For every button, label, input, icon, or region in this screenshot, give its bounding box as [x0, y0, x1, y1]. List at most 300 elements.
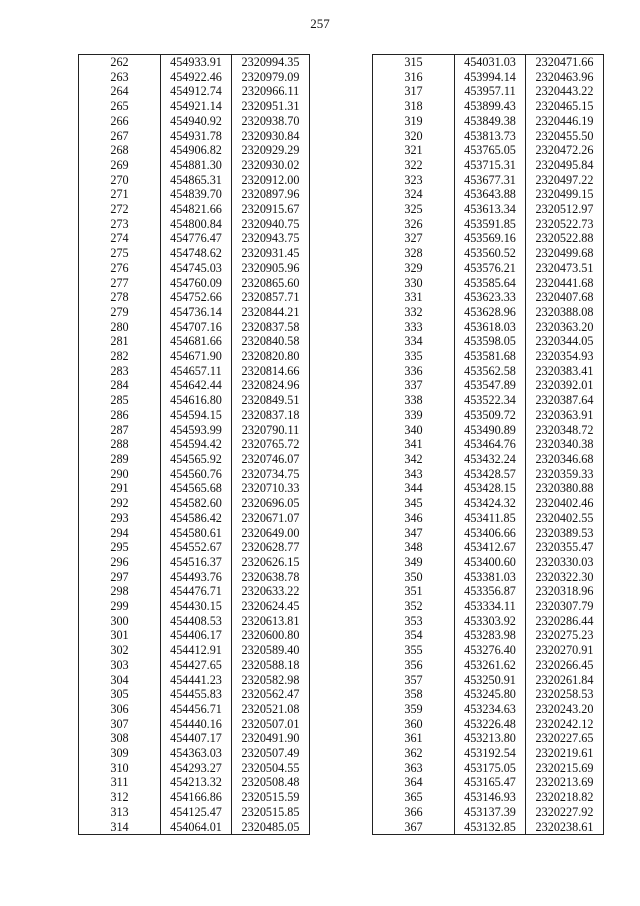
x-coordinate: 453715.31 — [455, 158, 526, 173]
table-row — [373, 217, 604, 232]
y-coordinate: 2320521.08 — [232, 702, 310, 717]
x-coordinate: 453628.96 — [455, 305, 526, 320]
table-row — [373, 349, 604, 364]
table-row — [79, 393, 310, 408]
table-row — [79, 364, 310, 379]
point-number: 329 — [373, 261, 455, 276]
y-coordinate: 2320473.51 — [526, 261, 604, 276]
point-number: 267 — [79, 129, 161, 144]
x-coordinate: 453957.11 — [455, 84, 526, 99]
table-row — [79, 820, 310, 835]
y-coordinate: 2320507.49 — [232, 746, 310, 761]
x-coordinate: 453849.38 — [455, 114, 526, 129]
table-row — [373, 496, 604, 511]
table-row — [79, 143, 310, 158]
x-coordinate: 454582.60 — [161, 496, 232, 511]
table-row — [79, 246, 310, 261]
x-coordinate: 454580.61 — [161, 526, 232, 541]
x-coordinate: 453813.73 — [455, 129, 526, 144]
y-coordinate: 2320600.80 — [232, 628, 310, 643]
x-coordinate: 453464.76 — [455, 437, 526, 452]
y-coordinate: 2320905.96 — [232, 261, 310, 276]
y-coordinate: 2320383.41 — [526, 364, 604, 379]
point-number: 359 — [373, 702, 455, 717]
x-coordinate: 453432.24 — [455, 452, 526, 467]
y-coordinate: 2320814.66 — [232, 364, 310, 379]
y-coordinate: 2320562.47 — [232, 687, 310, 702]
point-number: 342 — [373, 452, 455, 467]
point-number: 303 — [79, 658, 161, 673]
point-number: 308 — [79, 731, 161, 746]
table-row — [373, 99, 604, 114]
point-number: 305 — [79, 687, 161, 702]
point-number: 319 — [373, 114, 455, 129]
y-coordinate: 2320837.18 — [232, 408, 310, 423]
point-number: 346 — [373, 511, 455, 526]
x-coordinate: 453192.54 — [455, 746, 526, 761]
table-row — [79, 290, 310, 305]
x-coordinate: 453165.47 — [455, 775, 526, 790]
point-number: 280 — [79, 320, 161, 335]
point-number: 276 — [79, 261, 161, 276]
table-row — [79, 84, 310, 99]
x-coordinate: 453428.15 — [455, 481, 526, 496]
point-number: 335 — [373, 349, 455, 364]
y-coordinate: 2320465.15 — [526, 99, 604, 114]
point-number: 281 — [79, 334, 161, 349]
x-coordinate: 454441.23 — [161, 673, 232, 688]
point-number: 365 — [373, 790, 455, 805]
x-coordinate: 454776.47 — [161, 231, 232, 246]
y-coordinate: 2320746.07 — [232, 452, 310, 467]
point-number: 285 — [79, 393, 161, 408]
table-row — [79, 481, 310, 496]
point-number: 367 — [373, 820, 455, 835]
x-coordinate: 453175.05 — [455, 761, 526, 776]
y-coordinate: 2320471.66 — [526, 55, 604, 70]
y-coordinate: 2320275.23 — [526, 628, 604, 643]
point-number: 275 — [79, 246, 161, 261]
table-row — [79, 276, 310, 291]
y-coordinate: 2320495.84 — [526, 158, 604, 173]
point-number: 282 — [79, 349, 161, 364]
y-coordinate: 2320359.33 — [526, 467, 604, 482]
table-row — [373, 673, 604, 688]
x-coordinate: 454565.92 — [161, 452, 232, 467]
y-coordinate: 2320441.68 — [526, 276, 604, 291]
table-row — [79, 584, 310, 599]
point-number: 269 — [79, 158, 161, 173]
x-coordinate: 453613.34 — [455, 202, 526, 217]
point-number: 272 — [79, 202, 161, 217]
point-number: 270 — [79, 173, 161, 188]
x-coordinate: 454671.90 — [161, 349, 232, 364]
table-row — [79, 217, 310, 232]
x-coordinate: 454552.67 — [161, 540, 232, 555]
point-number: 294 — [79, 526, 161, 541]
y-coordinate: 2320340.38 — [526, 437, 604, 452]
table-row — [79, 687, 310, 702]
x-coordinate: 454456.71 — [161, 702, 232, 717]
point-number: 298 — [79, 584, 161, 599]
point-number: 309 — [79, 746, 161, 761]
point-number: 287 — [79, 423, 161, 438]
x-coordinate: 454516.37 — [161, 555, 232, 570]
table-row — [79, 70, 310, 85]
point-number: 344 — [373, 481, 455, 496]
table-row — [79, 628, 310, 643]
y-coordinate: 2320912.00 — [232, 173, 310, 188]
table-row — [373, 820, 604, 835]
table-row — [79, 775, 310, 790]
x-coordinate: 454593.99 — [161, 423, 232, 438]
x-coordinate: 453598.05 — [455, 334, 526, 349]
point-number: 277 — [79, 276, 161, 291]
table-row — [373, 187, 604, 202]
y-coordinate: 2320649.00 — [232, 526, 310, 541]
point-number: 262 — [79, 55, 161, 70]
x-coordinate: 453623.33 — [455, 290, 526, 305]
x-coordinate: 454363.03 — [161, 746, 232, 761]
y-coordinate: 2320348.72 — [526, 423, 604, 438]
table-row — [79, 570, 310, 585]
y-coordinate: 2320407.68 — [526, 290, 604, 305]
point-number: 330 — [373, 276, 455, 291]
x-coordinate: 453261.62 — [455, 658, 526, 673]
y-coordinate: 2320318.96 — [526, 584, 604, 599]
x-coordinate: 453643.88 — [455, 187, 526, 202]
y-coordinate: 2320929.29 — [232, 143, 310, 158]
point-number: 351 — [373, 584, 455, 599]
y-coordinate: 2320979.09 — [232, 70, 310, 85]
y-coordinate: 2320837.58 — [232, 320, 310, 335]
point-number: 283 — [79, 364, 161, 379]
y-coordinate: 2320508.48 — [232, 775, 310, 790]
y-coordinate: 2320994.35 — [232, 55, 310, 70]
table-row — [373, 467, 604, 482]
x-coordinate: 454594.15 — [161, 408, 232, 423]
x-coordinate: 454166.86 — [161, 790, 232, 805]
y-coordinate: 2320938.70 — [232, 114, 310, 129]
x-coordinate: 453356.87 — [455, 584, 526, 599]
x-coordinate: 454125.47 — [161, 805, 232, 820]
point-number: 301 — [79, 628, 161, 643]
y-coordinate: 2320507.01 — [232, 717, 310, 732]
y-coordinate: 2320497.22 — [526, 173, 604, 188]
x-coordinate: 454031.03 — [455, 55, 526, 70]
y-coordinate: 2320270.91 — [526, 643, 604, 658]
table-row — [373, 731, 604, 746]
point-number: 363 — [373, 761, 455, 776]
table-row — [373, 805, 604, 820]
table-row — [373, 378, 604, 393]
table-row — [373, 276, 604, 291]
x-coordinate: 454865.31 — [161, 173, 232, 188]
y-coordinate: 2320242.12 — [526, 717, 604, 732]
x-coordinate: 453132.85 — [455, 820, 526, 835]
x-coordinate: 454681.66 — [161, 334, 232, 349]
y-coordinate: 2320238.61 — [526, 820, 604, 835]
point-number: 331 — [373, 290, 455, 305]
point-number: 327 — [373, 231, 455, 246]
x-coordinate: 453560.52 — [455, 246, 526, 261]
y-coordinate: 2320388.08 — [526, 305, 604, 320]
point-number: 317 — [373, 84, 455, 99]
point-number: 341 — [373, 437, 455, 452]
point-number: 279 — [79, 305, 161, 320]
point-number: 323 — [373, 173, 455, 188]
x-coordinate: 453490.89 — [455, 423, 526, 438]
x-coordinate: 453411.85 — [455, 511, 526, 526]
y-coordinate: 2320243.20 — [526, 702, 604, 717]
y-coordinate: 2320219.61 — [526, 746, 604, 761]
x-coordinate: 453522.34 — [455, 393, 526, 408]
y-coordinate: 2320824.96 — [232, 378, 310, 393]
point-number: 312 — [79, 790, 161, 805]
table-row — [79, 599, 310, 614]
x-coordinate: 454921.14 — [161, 99, 232, 114]
x-coordinate: 453146.93 — [455, 790, 526, 805]
y-coordinate: 2320504.55 — [232, 761, 310, 776]
y-coordinate: 2320218.82 — [526, 790, 604, 805]
x-coordinate: 454736.14 — [161, 305, 232, 320]
table-row — [79, 55, 310, 70]
x-coordinate: 454657.11 — [161, 364, 232, 379]
point-number: 349 — [373, 555, 455, 570]
y-coordinate: 2320943.75 — [232, 231, 310, 246]
point-number: 296 — [79, 555, 161, 570]
table-row — [373, 452, 604, 467]
y-coordinate: 2320820.80 — [232, 349, 310, 364]
x-coordinate: 453994.14 — [455, 70, 526, 85]
point-number: 291 — [79, 481, 161, 496]
x-coordinate: 454293.27 — [161, 761, 232, 776]
x-coordinate: 454931.78 — [161, 129, 232, 144]
y-coordinate: 2320790.11 — [232, 423, 310, 438]
y-coordinate: 2320402.55 — [526, 511, 604, 526]
point-number: 266 — [79, 114, 161, 129]
point-number: 345 — [373, 496, 455, 511]
y-coordinate: 2320266.45 — [526, 658, 604, 673]
table-row — [373, 570, 604, 585]
table-row — [79, 658, 310, 673]
x-coordinate: 454427.65 — [161, 658, 232, 673]
table-row — [373, 584, 604, 599]
table-row — [373, 393, 604, 408]
point-number: 320 — [373, 129, 455, 144]
point-number: 361 — [373, 731, 455, 746]
x-coordinate: 453250.91 — [455, 673, 526, 688]
table-row — [79, 643, 310, 658]
x-coordinate: 453591.85 — [455, 217, 526, 232]
y-coordinate: 2320443.22 — [526, 84, 604, 99]
table-row — [373, 746, 604, 761]
table-row — [79, 555, 310, 570]
x-coordinate: 454565.68 — [161, 481, 232, 496]
y-coordinate: 2320463.96 — [526, 70, 604, 85]
x-coordinate: 453509.72 — [455, 408, 526, 423]
point-number: 290 — [79, 467, 161, 482]
y-coordinate: 2320696.05 — [232, 496, 310, 511]
x-coordinate: 453245.80 — [455, 687, 526, 702]
x-coordinate: 453618.03 — [455, 320, 526, 335]
x-coordinate: 454642.44 — [161, 378, 232, 393]
x-coordinate: 454586.42 — [161, 511, 232, 526]
x-coordinate: 454933.91 — [161, 55, 232, 70]
y-coordinate: 2320865.60 — [232, 276, 310, 291]
y-coordinate: 2320710.33 — [232, 481, 310, 496]
x-coordinate: 453581.68 — [455, 349, 526, 364]
point-number: 304 — [79, 673, 161, 688]
table-row — [79, 673, 310, 688]
x-coordinate: 454408.53 — [161, 614, 232, 629]
table-row — [79, 187, 310, 202]
y-coordinate: 2320392.01 — [526, 378, 604, 393]
y-coordinate: 2320344.05 — [526, 334, 604, 349]
table-row — [79, 99, 310, 114]
table-row — [373, 334, 604, 349]
x-coordinate: 454906.82 — [161, 143, 232, 158]
y-coordinate: 2320931.45 — [232, 246, 310, 261]
x-coordinate: 453765.05 — [455, 143, 526, 158]
y-coordinate: 2320588.18 — [232, 658, 310, 673]
table-row — [373, 129, 604, 144]
point-number: 354 — [373, 628, 455, 643]
x-coordinate: 454707.16 — [161, 320, 232, 335]
table-row — [79, 452, 310, 467]
point-number: 284 — [79, 378, 161, 393]
table-row — [373, 687, 604, 702]
point-number: 273 — [79, 217, 161, 232]
point-number: 264 — [79, 84, 161, 99]
table-row — [79, 731, 310, 746]
point-number: 315 — [373, 55, 455, 70]
table-row — [373, 702, 604, 717]
y-coordinate: 2320628.77 — [232, 540, 310, 555]
table-row — [373, 614, 604, 629]
x-coordinate: 453334.11 — [455, 599, 526, 614]
point-number: 350 — [373, 570, 455, 585]
table-row — [373, 320, 604, 335]
page-number: 257 — [310, 16, 330, 31]
y-coordinate: 2320227.92 — [526, 805, 604, 820]
point-number: 302 — [79, 643, 161, 658]
y-coordinate: 2320940.75 — [232, 217, 310, 232]
y-coordinate: 2320380.88 — [526, 481, 604, 496]
point-number: 322 — [373, 158, 455, 173]
y-coordinate: 2320849.51 — [232, 393, 310, 408]
y-coordinate: 2320455.50 — [526, 129, 604, 144]
point-number: 356 — [373, 658, 455, 673]
y-coordinate: 2320258.53 — [526, 687, 604, 702]
table-row — [373, 305, 604, 320]
x-coordinate: 454440.16 — [161, 717, 232, 732]
x-coordinate: 453547.89 — [455, 378, 526, 393]
x-coordinate: 453137.39 — [455, 805, 526, 820]
x-coordinate: 454430.15 — [161, 599, 232, 614]
table-row — [79, 423, 310, 438]
y-coordinate: 2320215.69 — [526, 761, 604, 776]
point-number: 318 — [373, 99, 455, 114]
y-coordinate: 2320633.22 — [232, 584, 310, 599]
x-coordinate: 454745.03 — [161, 261, 232, 276]
point-number: 336 — [373, 364, 455, 379]
x-coordinate: 453562.58 — [455, 364, 526, 379]
x-coordinate: 454455.83 — [161, 687, 232, 702]
y-coordinate: 2320227.65 — [526, 731, 604, 746]
x-coordinate: 453381.03 — [455, 570, 526, 585]
x-coordinate: 453234.63 — [455, 702, 526, 717]
y-coordinate: 2320897.96 — [232, 187, 310, 202]
point-number: 300 — [79, 614, 161, 629]
point-number: 313 — [79, 805, 161, 820]
coordinate-table-right — [372, 54, 604, 835]
table-row — [79, 349, 310, 364]
x-coordinate: 453428.57 — [455, 467, 526, 482]
x-coordinate: 454760.09 — [161, 276, 232, 291]
y-coordinate: 2320346.68 — [526, 452, 604, 467]
y-coordinate: 2320402.46 — [526, 496, 604, 511]
table-row — [79, 305, 310, 320]
table-row — [79, 540, 310, 555]
y-coordinate: 2320307.79 — [526, 599, 604, 614]
y-coordinate: 2320522.88 — [526, 231, 604, 246]
y-coordinate: 2320512.97 — [526, 202, 604, 217]
table-row — [373, 540, 604, 555]
y-coordinate: 2320930.84 — [232, 129, 310, 144]
point-number: 348 — [373, 540, 455, 555]
y-coordinate: 2320472.26 — [526, 143, 604, 158]
y-coordinate: 2320322.30 — [526, 570, 604, 585]
y-coordinate: 2320671.07 — [232, 511, 310, 526]
point-number: 289 — [79, 452, 161, 467]
table-row — [79, 408, 310, 423]
y-coordinate: 2320966.11 — [232, 84, 310, 99]
y-coordinate: 2320499.68 — [526, 246, 604, 261]
x-coordinate: 453412.67 — [455, 540, 526, 555]
y-coordinate: 2320363.91 — [526, 408, 604, 423]
table-row — [79, 261, 310, 276]
x-coordinate: 454594.42 — [161, 437, 232, 452]
table-row — [79, 158, 310, 173]
y-coordinate: 2320355.47 — [526, 540, 604, 555]
table-row — [79, 761, 310, 776]
point-number: 292 — [79, 496, 161, 511]
table-row — [373, 70, 604, 85]
y-coordinate: 2320915.67 — [232, 202, 310, 217]
point-number: 316 — [373, 70, 455, 85]
point-number: 311 — [79, 775, 161, 790]
point-number: 325 — [373, 202, 455, 217]
point-number: 271 — [79, 187, 161, 202]
table-row — [79, 467, 310, 482]
point-number: 328 — [373, 246, 455, 261]
x-coordinate: 454412.91 — [161, 643, 232, 658]
x-coordinate: 454752.66 — [161, 290, 232, 305]
table-row — [373, 717, 604, 732]
point-number: 288 — [79, 437, 161, 452]
point-number: 268 — [79, 143, 161, 158]
table-row — [373, 173, 604, 188]
table-row — [373, 231, 604, 246]
table-row — [373, 408, 604, 423]
point-number: 334 — [373, 334, 455, 349]
point-number: 352 — [373, 599, 455, 614]
table-row — [373, 114, 604, 129]
table-row — [373, 555, 604, 570]
x-coordinate: 453400.60 — [455, 555, 526, 570]
point-number: 310 — [79, 761, 161, 776]
